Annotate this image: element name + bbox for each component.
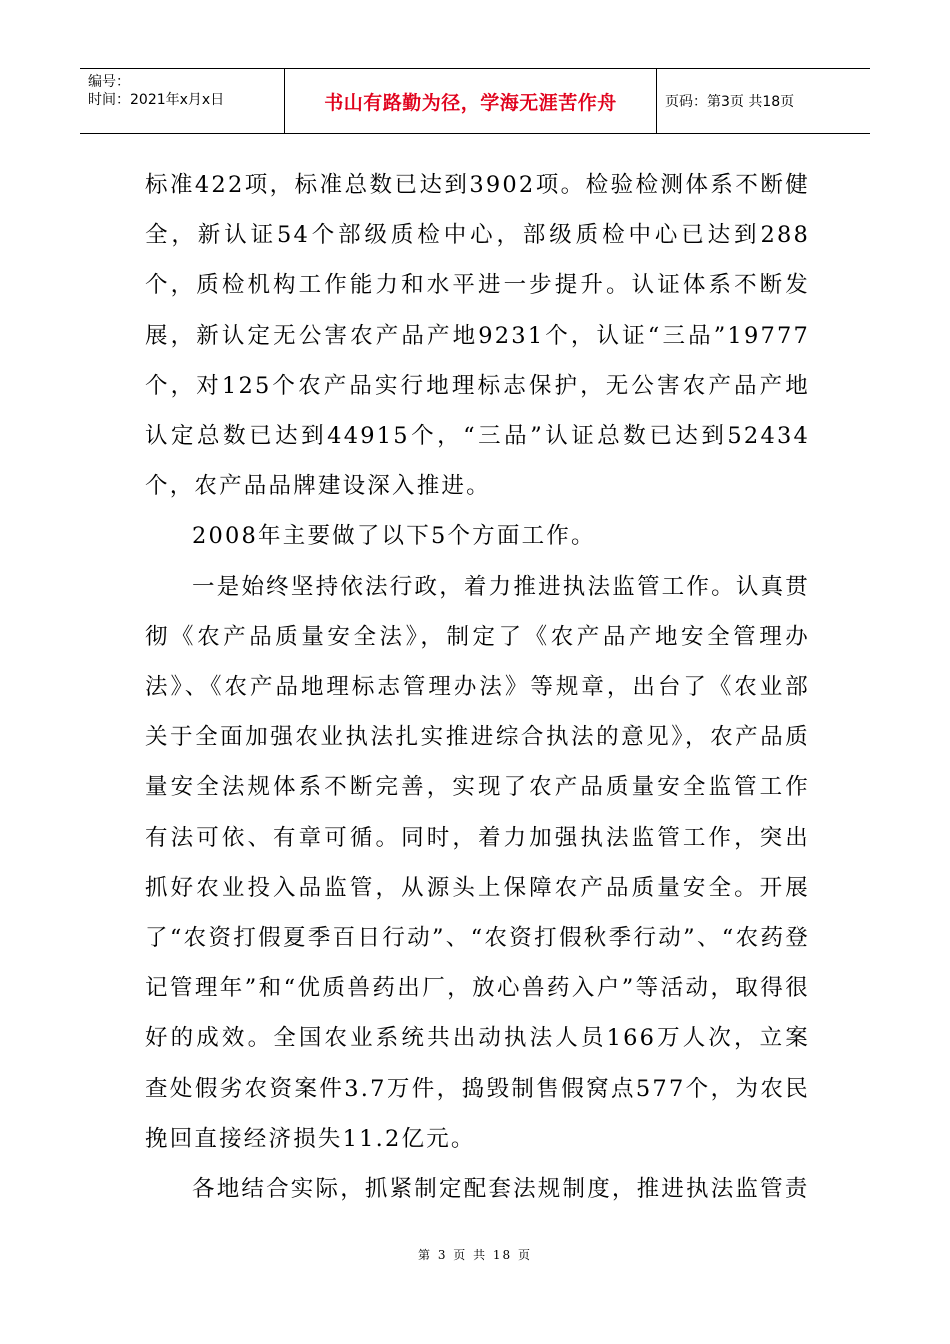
paragraph: 各地结合实际，抓紧制定配套法规制度，推进执法监管责	[192, 1176, 810, 1203]
motto-text: 书山有路勤为径，学海无涯苦作舟	[324, 91, 617, 114]
header-info-cell	[80, 69, 285, 133]
header-page-cell	[657, 69, 870, 133]
header-page-number: 页码：第3页 共18页	[665, 94, 795, 110]
page-footer: 第 3 页 共 18 页	[418, 1248, 532, 1262]
document-body	[145, 160, 810, 1214]
header-motto-cell	[285, 69, 657, 133]
serial-number-label: 编号：	[88, 74, 130, 90]
paragraph: 标准422项，标准总数已达到3902项。检验检测体系不断健全，新认证54个部级质检中心，部级质检中心已达到288个，质检机构工作能力和水平进一步提升。认证体系不断发展，新认定无公害农产品产地9231个，认证“三品”19777个，对125个农产品实行地理标志保护，无公害农产品产地认定总数已达到44915个，“三品”认证总数已达到52434个，农产品品牌建设深入推进。	[145, 172, 810, 500]
page-header	[80, 68, 870, 134]
date-label: 时间：2021年x月x日	[88, 92, 225, 108]
paragraph: 一是始终坚持依法行政，着力推进执法监管工作。认真贯彻《农产品质量安全法》，制定了《农产品产地安全管理办法》、《农产品地理标志管理办法》等规章，出台了《农业部关于全面加强农业执法扎实推进综合执法的意见》，农产品质量安全法规体系不断完善，实现了农产品质量安全监管工作有法可依、有章可循。同时，着力加强执法监管工作，突出抓好农业投入品监管，从源头上保障农产品质量安全。开展了“农资打假夏季百日行动”、“农资打假秋季行动”、“农药登记管理年”和“优质兽药出厂，放心兽药入户”等活动，取得很好的成效。全国农业系统共出动执法人员166万人次，立案查处假劣农资案件3.7万件，捣毁制售假窝点577个，为农民挽回直接经济损失11.2亿元。	[145, 573, 810, 1152]
paragraph: 2008年主要做了以下5个方面工作。	[192, 523, 596, 550]
